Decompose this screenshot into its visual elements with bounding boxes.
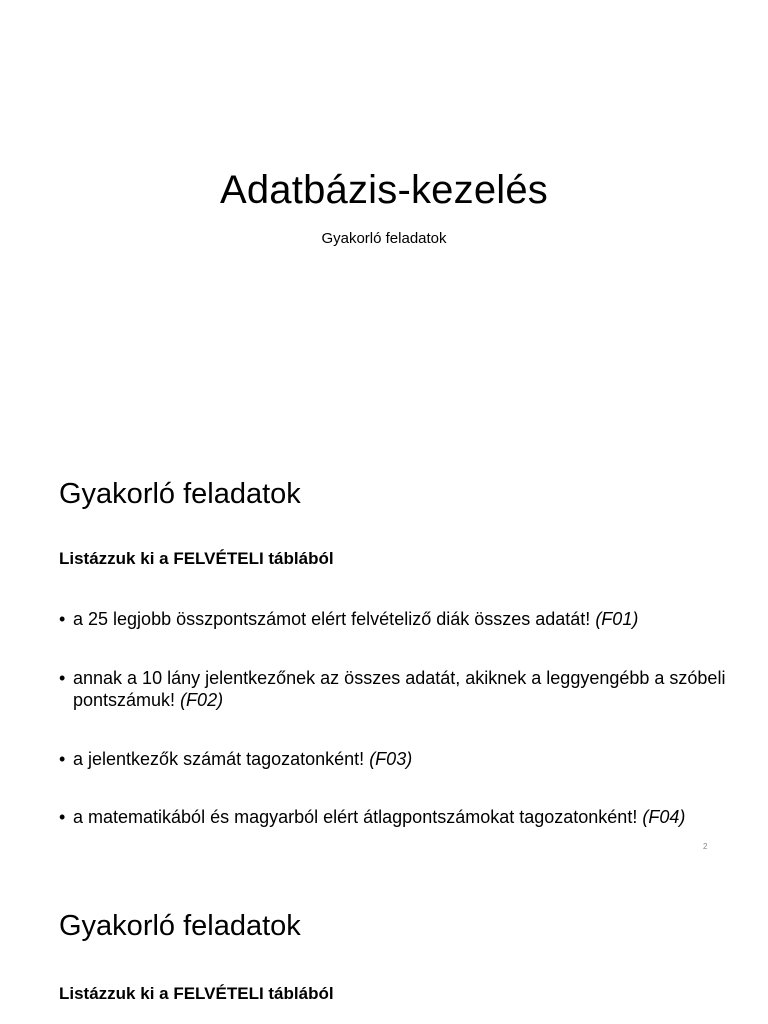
- task-code: (F01): [595, 609, 639, 629]
- task-code: (F04): [642, 807, 686, 827]
- slide-intro: Listázzuk ki a FELVÉTELI táblából: [59, 549, 334, 568]
- slide-heading: Gyakorló feladatok: [59, 910, 301, 942]
- exercise-slide-next: [0, 864, 768, 1024]
- slide-heading: Gyakorló feladatok: [59, 478, 301, 510]
- page-number: 2: [703, 842, 708, 851]
- presentation-subtitle: Gyakorló feladatok: [321, 230, 447, 247]
- task-item: [59, 608, 739, 630]
- task-item: [59, 667, 739, 711]
- title-slide: [0, 0, 768, 432]
- task-item: [59, 748, 739, 770]
- task-text: annak a 10 lány jelentkezőnek az összes adatát, akiknek a leggyengébb a szóbeli pontszámuk!: [73, 668, 726, 710]
- task-text: a matematikából és magyarból elért átlagpontszámokat tagozatonként!: [73, 807, 643, 827]
- task-text: a jelentkezők számát tagozatonként!: [73, 749, 370, 769]
- task-code: (F02): [180, 690, 224, 710]
- task-item: [59, 806, 739, 828]
- task-code: (F03): [369, 749, 413, 769]
- bullet-icon: •: [59, 668, 66, 688]
- presentation-title: Adatbázis-kezelés: [219, 168, 548, 212]
- bullet-icon: •: [59, 807, 66, 827]
- bullet-icon: •: [59, 749, 66, 769]
- bullet-icon: •: [59, 609, 66, 629]
- slide-intro: Listázzuk ki a FELVÉTELI táblából: [59, 984, 334, 1003]
- task-text: a 25 legjobb összpontszámot elért felvételiző diák összes adatát!: [73, 609, 596, 629]
- exercise-slide: [0, 432, 768, 864]
